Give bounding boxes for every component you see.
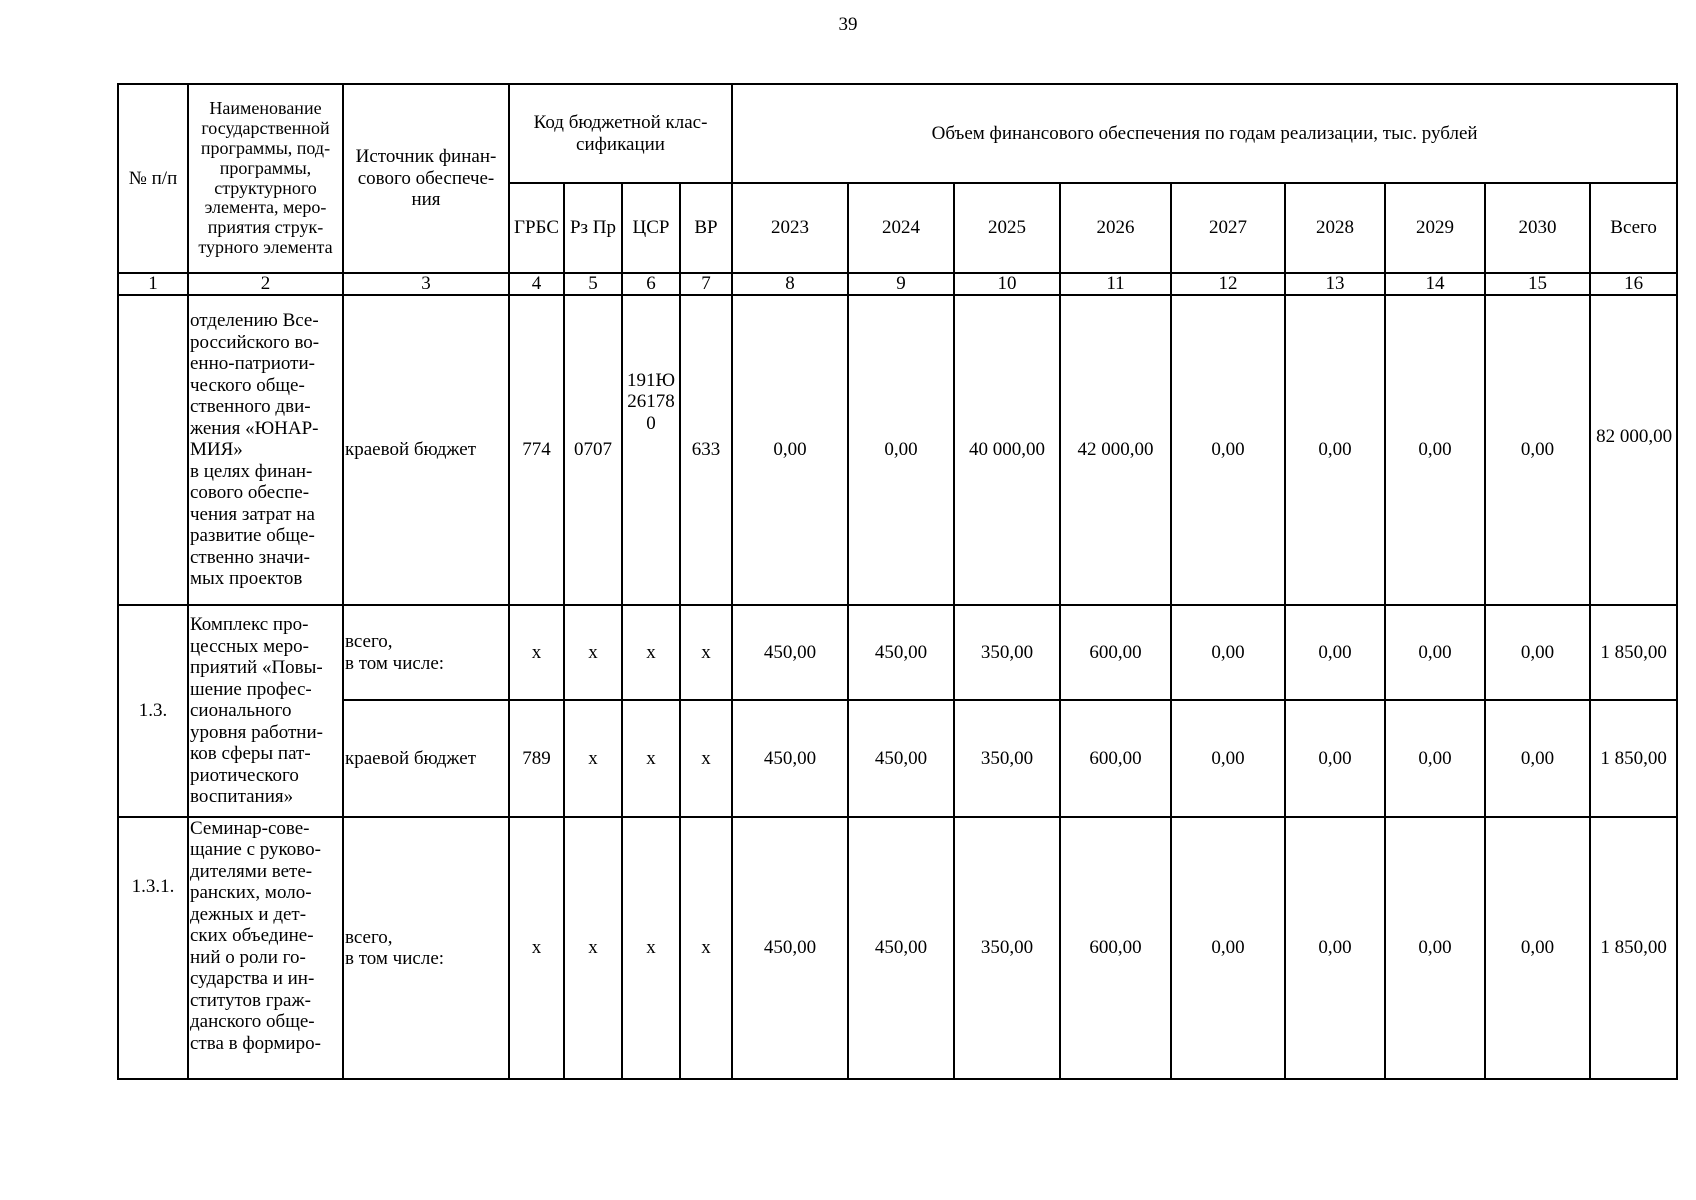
header-year: 2023 [732,183,848,273]
row-value: 450,00 [848,817,954,1079]
row-value: 0,00 [1385,295,1485,605]
header-num: № п/п [118,84,188,273]
table-row [118,605,1677,700]
row-value: 0,00 [1285,605,1385,700]
row-value: 0,00 [1171,605,1285,700]
header-year: 2030 [1485,183,1590,273]
row-value: 600,00 [1060,700,1171,817]
header-year: 2024 [848,183,954,273]
column-number: 8 [732,273,848,295]
header-volume: Объем финансового обеспечения по годам реализации, тыс. рублей [732,84,1677,183]
row-value: 40 000,00 [954,295,1060,605]
column-number: 1 [118,273,188,295]
row-value: 450,00 [848,700,954,817]
row-csr: 191Ю 26178 0 [622,295,680,605]
header-year: 2026 [1060,183,1171,273]
row-num: 1.3. [118,605,188,817]
header-vr: ВР [680,183,732,273]
header-csr: ЦСР [622,183,680,273]
row-name: Комплекс про- цессных меро- приятий «Повы- шение профес- сионального уровня работни- ков сферы пат- риотического воспитания» [188,605,343,817]
column-number: 15 [1485,273,1590,295]
column-number: 3 [343,273,509,295]
row-source: краевой бюджет [343,700,509,817]
row-value: 0,00 [1385,605,1485,700]
row-value: 350,00 [954,817,1060,1079]
row-num [118,295,188,605]
column-number: 2 [188,273,343,295]
page-number: 39 [838,14,858,35]
column-number: 4 [509,273,564,295]
budget-table [117,83,1678,1080]
column-number: 10 [954,273,1060,295]
row-csr: x [622,817,680,1079]
header-year: 2027 [1171,183,1285,273]
row-value: 450,00 [732,605,848,700]
header-name: Наименование государственной программы, под- программы, структурного элемента, меро- приятия струк- турного элемента [188,84,343,273]
column-number: 13 [1285,273,1385,295]
row-value: 0,00 [1485,700,1590,817]
row-value: 350,00 [954,605,1060,700]
row-rzpr: 0707 [564,295,622,605]
column-number: 9 [848,273,954,295]
row-value: 0,00 [1171,700,1285,817]
column-number: 14 [1385,273,1485,295]
header-rzpr: Рз Пр [564,183,622,273]
row-value: 0,00 [1285,817,1385,1079]
table-row [118,817,1677,1079]
column-number: 11 [1060,273,1171,295]
row-vr: 633 [680,295,732,605]
column-number: 16 [1590,273,1677,295]
row-source: всего, в том числе: [343,605,509,700]
row-value: 450,00 [732,817,848,1079]
row-value: 0,00 [1285,295,1385,605]
row-value: 0,00 [1171,295,1285,605]
header-row-1 [118,84,1677,183]
header-year: 2029 [1385,183,1485,273]
row-source: всего, в том числе: [343,817,509,1079]
row-value: 0,00 [1485,817,1590,1079]
row-total: 1 850,00 [1590,700,1677,817]
row-value: 600,00 [1060,605,1171,700]
row-vr: x [680,605,732,700]
row-value: 450,00 [732,700,848,817]
header-total: Всего [1590,183,1677,273]
row-csr: x [622,700,680,817]
row-grbs: 789 [509,700,564,817]
header-source: Источник финан- сового обеспече- ния [343,84,509,273]
row-name: Семинар-сове- щание с руково- дителями вете- ранских, моло- дежных и дет- ских объедине- ний о роли го- сударства и ин- ститутов граж- данского обще- ства в формиро- [188,817,343,1079]
row-value: 0,00 [1385,817,1485,1079]
row-total: 1 850,00 [1590,817,1677,1079]
row-csr: x [622,605,680,700]
row-grbs: 774 [509,295,564,605]
row-rzpr: x [564,605,622,700]
column-number: 6 [622,273,680,295]
row-rzpr: x [564,700,622,817]
table-row [118,700,1677,817]
row-value: 0,00 [1485,295,1590,605]
row-vr: x [680,700,732,817]
row-value: 350,00 [954,700,1060,817]
column-number-row [118,273,1677,295]
row-num: 1.3.1. [118,817,188,1079]
row-value: 0,00 [732,295,848,605]
table-row [118,295,1677,605]
header-budget-code: Код бюджетной клас- сификации [509,84,732,183]
row-value: 0,00 [1285,700,1385,817]
row-value: 42 000,00 [1060,295,1171,605]
header-year: 2028 [1285,183,1385,273]
row-value: 0,00 [1385,700,1485,817]
row-value: 600,00 [1060,817,1171,1079]
row-grbs: x [509,817,564,1079]
column-number: 7 [680,273,732,295]
row-value: 450,00 [848,605,954,700]
row-vr: x [680,817,732,1079]
row-value: 0,00 [1171,817,1285,1079]
row-name: отделению Все- российского во- енно-патриоти- ческого обще- ственного дви- жения «ЮНАР- МИЯ» в целях финан- сового обеспе- чения затрат на развитие обще- ственно значи- мых проектов [188,295,343,605]
row-total: 82 000,00 [1590,295,1677,605]
row-total: 1 850,00 [1590,605,1677,700]
row-value: 0,00 [848,295,954,605]
column-number: 5 [564,273,622,295]
header-grbs: ГРБС [509,183,564,273]
row-rzpr: x [564,817,622,1079]
row-source: краевой бюджет [343,295,509,605]
column-number: 12 [1171,273,1285,295]
row-value: 0,00 [1485,605,1590,700]
row-grbs: x [509,605,564,700]
header-year: 2025 [954,183,1060,273]
